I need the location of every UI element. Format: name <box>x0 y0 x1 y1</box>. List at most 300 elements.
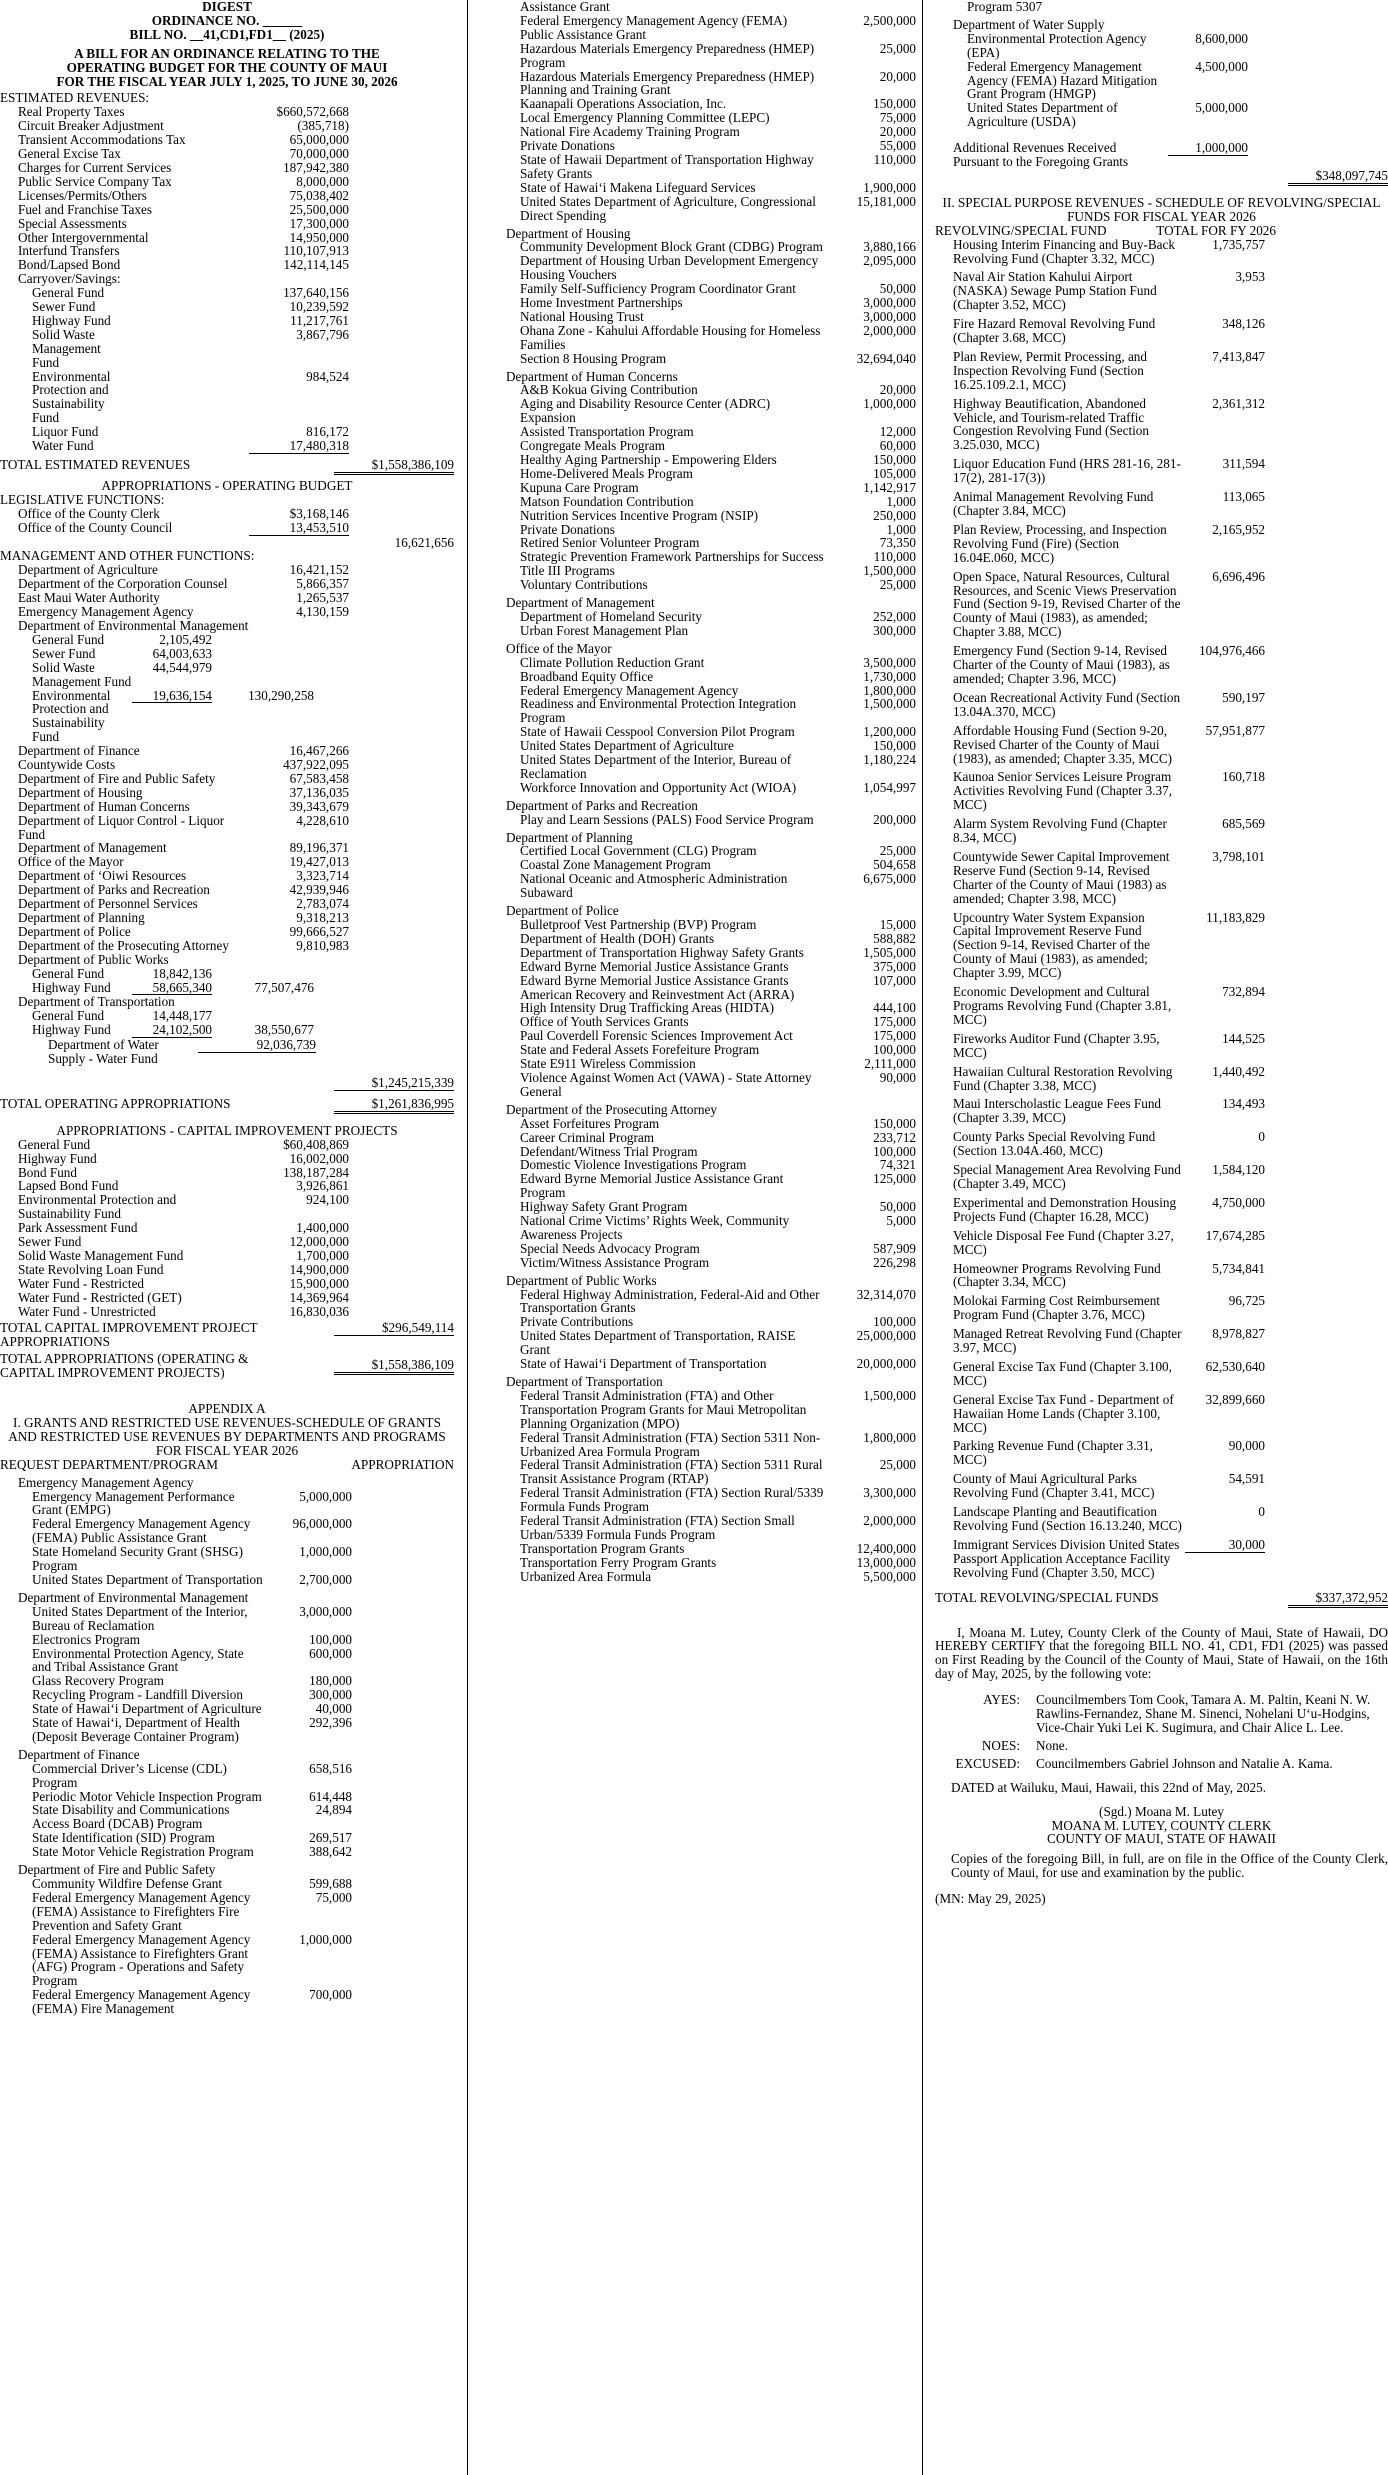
revolving-fund-item <box>935 1130 1388 1158</box>
line-item-amount: 587,909 <box>873 1240 916 1256</box>
vote-row <box>935 1757 1388 1771</box>
grant-item <box>488 844 916 858</box>
vote-names: None. <box>1036 1737 1068 1753</box>
line-item-amount: $296,549,114 <box>334 1321 454 1336</box>
line-item-label: Home Investment Partnerships <box>520 295 683 311</box>
line-item-label: Highway Safety Grant Program <box>520 1199 688 1215</box>
fund-amount: 113,065 <box>1222 489 1265 505</box>
line-item-label: Department of Transportation Highway Safety Grants <box>520 944 804 960</box>
line-item-label: Public Service Company Tax <box>18 173 172 189</box>
department-item <box>0 883 454 897</box>
line-item-label: Federal Emergency Management Agency (FEMA) Fire Management <box>32 1987 251 2017</box>
line-item-amount: 5,500,000 <box>863 1568 916 1584</box>
fund-amount: 30,000 <box>1185 1538 1265 1553</box>
mn-date: (MN: May 29, 2025) <box>935 1891 1046 1907</box>
line-item-amount: 19,427,013 <box>289 854 349 870</box>
fund-amount: 11,183,829 <box>1206 909 1265 925</box>
department-item <box>0 577 454 591</box>
grant-item <box>488 397 916 425</box>
fund-total: 77,507,476 <box>254 979 314 995</box>
total-appropriations <box>0 1352 454 1380</box>
carryover-heading: Carryover/Savings: <box>18 271 121 287</box>
line-item-label: Environmental Protection Agency, State and Tribal Assistance Grant <box>32 1645 244 1675</box>
copies-notice: Copies of the foregoing Bill, in full, are on file in the Office of the County Clerk, County of Maui, for use and examination by the public. <box>951 1851 1388 1881</box>
line-item-label: General Fund <box>18 1136 91 1152</box>
transportation-fund-item <box>0 1009 454 1023</box>
revolving-fund-item <box>935 691 1388 719</box>
grant-item <box>488 495 916 509</box>
grant-item <box>488 1001 916 1015</box>
line-item-amount: 3,000,000 <box>863 308 916 324</box>
fund-amount: 8,978,827 <box>1212 1326 1265 1342</box>
line-item-label: Department of Agriculture <box>18 562 158 578</box>
line-item-amount: 15,000 <box>879 917 916 932</box>
line-item-amount: 89,196,371 <box>289 840 349 856</box>
line-item-label: United States Department of Agriculture (USDA) <box>967 100 1118 130</box>
line-item-label: State of Hawaii Department of Transportation Highway Safety Grants <box>520 151 814 181</box>
line-item-amount: 2,111,000 <box>864 1056 916 1072</box>
line-item-label: Federal Emergency Management Agency (FEMA) Assistance to Firefighters Grant (AFG) Program - Operations and Safety Program <box>32 1931 251 1989</box>
revenue-item <box>0 217 454 231</box>
revolving-fund-item <box>935 1163 1388 1191</box>
line-item-label: Asset Forfeitures Program <box>520 1115 660 1131</box>
carryover-item <box>0 439 454 454</box>
line-item-amount: 1,505,000 <box>863 944 916 960</box>
env-fund-item <box>0 647 454 661</box>
fund-label: Emergency Fund (Section 9-14, Revised Charter of the County of Maui (1983), as amended; Chapter 3.96, MCC) <box>953 643 1170 686</box>
line-item-label: Department of Homeland Security <box>520 608 703 624</box>
line-item-amount: 75,038,402 <box>289 187 349 203</box>
line-item-label: Transient Accommodations Tax <box>18 132 186 148</box>
appendix-title: APPENDIX A <box>188 1401 266 1417</box>
line-item-amount: 96,000,000 <box>292 1516 352 1532</box>
line-item-label: State Homeland Security Grant (SHSG) Program <box>32 1544 243 1574</box>
column-header-fund: REVOLVING/SPECIAL FUND <box>935 222 1107 238</box>
line-item-amount: $1,558,386,109 <box>334 458 454 475</box>
fund-amount: 19,636,154 <box>132 689 212 704</box>
grant-item <box>0 1573 454 1587</box>
line-item-label: TOTAL ESTIMATED REVENUES <box>0 457 191 472</box>
column-divider-2 <box>922 0 923 2475</box>
line-item-label: East Maui Water Authority <box>18 590 160 606</box>
department-item <box>0 758 454 772</box>
fund-amount: 62,530,640 <box>1205 1358 1265 1374</box>
fund-amount: 24,102,500 <box>132 1023 212 1038</box>
line-item-amount: 1,800,000 <box>863 682 916 698</box>
revolving-fund-item <box>935 850 1388 906</box>
department-item <box>0 744 454 758</box>
fund-label: General Fund <box>32 1008 105 1024</box>
clerk-name: MOANA M. LUTEY, COUNTY CLERK <box>1051 1817 1272 1833</box>
cip-item <box>0 1305 454 1319</box>
line-item-label: Environmental Protection Agency (EPA) <box>967 30 1147 60</box>
fund-amount: 14,448,177 <box>152 1008 212 1024</box>
line-item-amount: 20,000,000 <box>856 1356 916 1372</box>
grant-item <box>488 1486 916 1514</box>
revenue-item <box>0 258 454 272</box>
line-item-label: Play and Learn Sessions (PALS) Food Service Program <box>520 811 814 827</box>
line-item-amount: 3,880,166 <box>863 239 916 255</box>
line-item-label: Climate Pollution Reduction Grant <box>520 654 705 670</box>
fund-label: Naval Air Station Kahului Airport (NASKA) Sewage Pump Station Fund (Chapter 3.52, MCC) <box>953 269 1157 313</box>
line-item-label: Solid Waste Management Fund <box>18 1247 184 1263</box>
revenue-item <box>0 147 454 161</box>
revolving-fund-item <box>935 350 1388 392</box>
line-item-label: Lapsed Bond Fund <box>18 1178 119 1194</box>
vote-names: Councilmembers Gabriel Johnson and Natalie A. Kama. <box>1036 1755 1333 1771</box>
revolving-fund-item <box>935 570 1388 640</box>
line-item-amount: $337,372,952 <box>1288 1591 1388 1608</box>
line-item-label: Section 8 Housing Program <box>520 350 667 366</box>
revolving-fund-item <box>935 1229 1388 1257</box>
line-item-amount: 138,187,284 <box>283 1164 349 1180</box>
line-item-label: Edward Byrne Memorial Justice Assistance Grant Program <box>520 1171 784 1201</box>
line-item-label: State of Hawaiʻi Department of Transportation <box>520 1356 767 1372</box>
fund-label: Special Management Area Revolving Fund (Chapter 3.49, MCC) <box>953 1162 1181 1191</box>
line-item-label: Kupuna Care Program <box>520 479 639 495</box>
line-item-amount: 984,524 <box>306 368 349 384</box>
line-item-amount: 105,000 <box>873 465 916 481</box>
revenue-item <box>0 189 454 203</box>
grant-item <box>488 578 916 592</box>
grant-department: Department of Fire and Public Safety <box>18 1862 216 1878</box>
line-item-label: A&B Kokua Giving Contribution <box>520 382 698 398</box>
line-item-amount: 16,002,000 <box>289 1150 349 1166</box>
grant-item <box>488 684 916 698</box>
line-item-label: Emergency Management Agency <box>18 604 194 620</box>
line-item-amount: 12,400,000 <box>856 1540 916 1556</box>
department-item <box>0 925 454 939</box>
digest-title: DIGEST <box>202 0 252 14</box>
line-item-label: Program 5307 <box>967 0 1043 14</box>
fund-amount: 3,798,101 <box>1212 848 1265 864</box>
line-item-amount: 3,000,000 <box>863 295 916 311</box>
fund-amount: 0 <box>1258 1504 1265 1520</box>
line-item-label: Department of Parks and Recreation <box>18 882 210 898</box>
line-item-label: Federal Emergency Management Agency (FEMA) Hazard Mitigation Grant Program (HMGP) <box>967 58 1158 102</box>
department-item <box>0 814 454 842</box>
grant-item <box>488 181 916 195</box>
line-item-amount: 1,054,997 <box>863 779 916 795</box>
line-item-amount: 187,942,380 <box>283 159 349 175</box>
line-item-amount: 5,000 <box>886 1213 916 1229</box>
line-item-label: Electronics Program <box>32 1631 141 1647</box>
line-item-amount: 300,000 <box>309 1687 352 1703</box>
line-item-amount: 107,000 <box>873 972 916 988</box>
grant-item <box>488 1315 916 1329</box>
line-item-label: Glass Recovery Program <box>32 1673 164 1689</box>
line-item-amount: 175,000 <box>873 1028 916 1044</box>
cip-item <box>0 1277 454 1291</box>
line-item-label: Federal Emergency Management Agency (FEMA) Public Assistance Grant <box>520 12 788 42</box>
line-item-amount: 50,000 <box>879 1199 916 1215</box>
line-item-amount: 444,100 <box>873 1000 916 1016</box>
water-supply-item <box>0 1038 454 1066</box>
grant-item <box>488 1570 916 1584</box>
grant-item <box>0 1517 454 1545</box>
revolving-fund-item <box>935 1327 1388 1355</box>
column-header-appropriation: APPROPRIATION <box>351 1456 454 1472</box>
line-item-amount: 67,583,458 <box>289 770 349 786</box>
line-item-label: Assisted Transportation Program <box>520 424 694 440</box>
line-item-amount: 1,200,000 <box>863 724 916 740</box>
line-item-label: Federal Emergency Management Agency (FEMA) Public Assistance Grant <box>32 1516 251 1546</box>
line-item-amount: 17,300,000 <box>289 215 349 231</box>
revolving-fund-item <box>935 1439 1388 1467</box>
line-item-label: Matson Foundation Contribution <box>520 493 694 509</box>
line-item-amount: 233,712 <box>873 1129 916 1145</box>
grant-item <box>488 254 916 282</box>
grant-item <box>0 1490 454 1518</box>
fund-amount: 7,413,847 <box>1212 348 1265 364</box>
spacer <box>935 1608 1388 1626</box>
department-item <box>0 869 454 883</box>
line-item-amount: 125,000 <box>873 1171 916 1187</box>
fund-label: Fire Hazard Removal Revolving Fund (Chapter 3.68, MCC) <box>953 316 1156 346</box>
line-item-label: Office of the County Council <box>18 519 173 535</box>
fund-amount: 4,750,000 <box>1212 1194 1265 1210</box>
grant-item <box>488 70 916 98</box>
line-item-amount: $1,261,836,995 <box>334 1097 454 1114</box>
grant-item <box>488 1256 916 1270</box>
line-item-amount: 90,000 <box>879 1069 916 1085</box>
grant-item <box>488 610 916 624</box>
grant-item <box>488 324 916 352</box>
line-item-label: State Motor Vehicle Registration Program <box>32 1844 254 1860</box>
fund-label: Parking Revenue Fund (Chapter 3.31, MCC) <box>953 1438 1153 1468</box>
line-item-amount: 40,000 <box>315 1701 352 1717</box>
fund-amount: 96,725 <box>1228 1293 1265 1309</box>
fund-amount: 732,894 <box>1222 984 1265 1000</box>
line-item-label: General Fund <box>32 285 105 301</box>
column-2 <box>488 0 916 1584</box>
fund-label: General Excise Tax Fund (Chapter 3.100, MCC) <box>953 1358 1172 1388</box>
line-item-label: Readiness and Environmental Protection Integration Program <box>520 696 797 726</box>
line-item-label: Interfund Transfers <box>18 243 120 259</box>
column-1 <box>0 0 454 2016</box>
revolving-fund-item <box>935 1262 1388 1290</box>
line-item-label: Career Criminal Program <box>520 1129 655 1145</box>
grant-department: Department of the Prosecuting Attorney <box>506 1101 717 1117</box>
total-cip <box>0 1321 454 1349</box>
grant-item <box>488 453 916 467</box>
fund-label: Solid Waste Management Fund <box>32 659 132 689</box>
line-item-label: Bond Fund <box>18 1164 77 1180</box>
line-item-label: Commercial Driver’s License (CDL) Program <box>32 1760 227 1790</box>
line-item-amount: 25,000 <box>879 843 916 859</box>
revolving-fund-item <box>935 1538 1388 1580</box>
vote-row <box>935 1739 1388 1753</box>
line-item-label: State Identification (SID) Program <box>32 1830 215 1846</box>
line-item-label: Department of Personnel Services <box>18 896 198 912</box>
line-item-amount: 1,265,537 <box>296 590 349 606</box>
line-item-label: Office of the Mayor <box>18 854 124 870</box>
grant-item <box>488 1172 916 1200</box>
line-item-amount: 2,783,074 <box>296 896 349 912</box>
line-item-label: Water Fund <box>32 438 94 454</box>
grant-department: Department of Finance <box>18 1746 140 1762</box>
line-item-label: Special Needs Advocacy Program <box>520 1240 700 1256</box>
line-item-amount: 100,000 <box>873 1143 916 1159</box>
line-item-amount: 142,114,145 <box>283 257 349 273</box>
grant-department: Department of Environmental Management <box>18 1589 249 1605</box>
line-item-amount: 70,000,000 <box>289 146 349 162</box>
line-item-label: Federal Transit Administration (FTA) Section Rural/5339 Formula Funds Program <box>520 1485 824 1515</box>
line-item-amount: 100,000 <box>309 1631 352 1647</box>
fund-amount: 590,197 <box>1222 689 1265 705</box>
revenue-item <box>0 119 454 133</box>
fund-label: Molokai Farming Cost Reimbursement Program Fund (Chapter 3.76, MCC) <box>953 1293 1160 1323</box>
line-item-label: TOTAL CAPITAL IMPROVEMENT PROJECT APPROPRIATIONS <box>0 1320 258 1350</box>
fund-amount: 104,976,466 <box>1199 643 1265 659</box>
fund-total: 130,290,258 <box>248 687 314 703</box>
line-item-label: Department of Human Concerns <box>18 798 190 814</box>
department-item <box>0 800 454 814</box>
line-item-label: Department of Planning <box>18 910 145 925</box>
line-item-label: Ohana Zone - Kahului Affordable Housing for Homeless Families <box>520 322 821 352</box>
grant-item <box>488 1431 916 1459</box>
fund-label: Department of Water Supply - Water Fund <box>48 1037 159 1067</box>
line-item-amount: 6,675,000 <box>863 871 916 887</box>
cip-item <box>0 1249 454 1263</box>
line-item-label: Nutrition Services Incentive Program (NSIP) <box>520 507 759 523</box>
line-item-amount: 37,136,035 <box>289 784 349 800</box>
env-mgmt-heading: Department of Environmental Management <box>18 617 249 633</box>
line-item-amount: 20,000 <box>879 124 916 140</box>
column-divider-1 <box>467 0 468 2475</box>
line-item-amount: 15,181,000 <box>856 193 916 209</box>
line-item-amount: 14,369,964 <box>289 1289 349 1305</box>
line-item-amount: 1,900,000 <box>863 179 916 195</box>
grant-item <box>488 536 916 550</box>
line-item-amount: 73,350 <box>879 535 916 551</box>
line-item-amount: 504,658 <box>873 857 916 873</box>
line-item-amount: 110,000 <box>873 151 916 167</box>
line-item-amount: 5,000,000 <box>1195 100 1248 116</box>
grant-item <box>488 1288 916 1316</box>
revenue-item <box>0 175 454 189</box>
fund-label: Open Space, Natural Resources, Cultural Resources, and Scenic Views Preservation Fund (Section 9-19, Revised Charter of the County of Maui (1983), as amended; Chapter 3.88, MCC) <box>953 568 1181 640</box>
line-item-label: United States Department of Transportation, RAISE Grant <box>520 1328 796 1358</box>
line-item-label: Edward Byrne Memorial Justice Assistance Grants <box>520 958 789 974</box>
line-item-label: Liquor Fund <box>32 424 99 440</box>
line-item-amount: 60,000 <box>879 438 916 454</box>
revolving-fund-item <box>935 1032 1388 1060</box>
line-item-amount: 3,867,796 <box>296 326 349 342</box>
grant-item <box>0 1716 454 1744</box>
grant-item <box>488 1242 916 1256</box>
fund-label: Managed Retreat Revolving Fund (Chapter 3.97, MCC) <box>953 1326 1182 1356</box>
revolving-fund-item <box>935 238 1388 266</box>
grant-item <box>488 509 916 523</box>
grant-item <box>0 1891 454 1933</box>
fund-label: General Fund <box>32 965 105 981</box>
line-item-amount: 150,000 <box>873 96 916 112</box>
grant-item <box>488 125 916 139</box>
grant-item <box>0 1605 454 1633</box>
revenue-item <box>0 203 454 217</box>
fund-amount: 144,525 <box>1222 1030 1265 1046</box>
line-item-amount: 5,000,000 <box>299 1488 352 1504</box>
grant-item <box>488 439 916 453</box>
appendix-heading: I. GRANTS AND RESTRICTED USE REVENUES-SCHEDULE OF GRANTS AND RESTRICTED USE REVENUES BY DEPARTMENTS AND PROGRAMS FOR FISCAL YEAR 2026 <box>8 1415 446 1458</box>
fund-label: Plan Review, Processing, and Inspection Revolving Fund (Fire) (Section 16.04E.060, MCC) <box>953 521 1167 565</box>
line-item-label: Broadband Equity Office <box>520 668 654 684</box>
total-estimated-revenues <box>0 458 454 475</box>
grant-item <box>488 1458 916 1486</box>
grant-item <box>488 383 916 397</box>
line-item-amount: 1,180,224 <box>863 752 916 768</box>
line-item-label: State of Hawaiʻi Makena Lifeguard Services <box>520 179 756 195</box>
grant-item <box>488 960 916 974</box>
line-item-label: Emergency Management Performance Grant (EMPG) <box>32 1488 235 1518</box>
line-item-label: National Oceanic and Atmospheric Administration Subaward <box>520 871 788 901</box>
grant-item <box>488 753 916 781</box>
line-item-label: State Revolving Loan Fund <box>18 1261 164 1277</box>
line-item-label: Community Wildfire Defense Grant <box>32 1876 223 1891</box>
line-item-amount: 75,000 <box>879 110 916 126</box>
fund-label: Experimental and Demonstration Housing Projects Fund (Chapter 16.28, MCC) <box>953 1194 1177 1224</box>
fund-label: Highway Fund <box>32 979 111 995</box>
grant-item <box>0 1633 454 1647</box>
line-item-amount: 13,000,000 <box>856 1554 916 1570</box>
cip-item <box>0 1221 454 1235</box>
line-item-amount: 588,882 <box>873 930 916 946</box>
revolving-fund-item <box>935 644 1388 686</box>
line-item-amount: 600,000 <box>309 1645 352 1661</box>
grant-item <box>488 564 916 578</box>
cip-item <box>0 1138 454 1152</box>
grant-item <box>488 918 916 932</box>
grant-item <box>488 240 916 254</box>
line-item-label: TOTAL APPROPRIATIONS (OPERATING & CAPITAL IMPROVEMENT PROJECTS) <box>0 1351 249 1381</box>
line-item-amount: 3,000,000 <box>299 1603 352 1619</box>
revolving-fund-item <box>935 490 1388 518</box>
management-heading: MANAGEMENT AND OTHER FUNCTIONS: <box>0 548 255 564</box>
line-item-label: United States Department of Transportation <box>32 1571 263 1587</box>
grant-item <box>488 42 916 70</box>
department-item <box>0 939 454 953</box>
grant-item <box>0 1790 454 1804</box>
grant-department: Department of Parks and Recreation <box>506 797 698 813</box>
fund-amount: 0 <box>1258 1129 1265 1145</box>
sp-column-headers <box>935 224 1388 238</box>
line-item-amount: 816,172 <box>306 424 349 440</box>
column-header-program: REQUEST DEPARTMENT/PROGRAM <box>0 1456 218 1472</box>
grant-department: Department of Management <box>506 595 655 611</box>
carryover-item <box>0 370 454 426</box>
line-item-amount: 25,500,000 <box>289 201 349 217</box>
line-item-amount: 614,448 <box>309 1788 352 1804</box>
line-item-label: State Disability and Communications Access Board (DCAB) Program <box>32 1802 230 1832</box>
line-item-amount: 16,621,656 <box>394 534 454 550</box>
line-item-label: Countywide Costs <box>18 757 116 773</box>
fund-total: 38,550,677 <box>254 1022 314 1038</box>
line-item-label: United States Department of Agriculture, Congressional Direct Spending <box>520 193 816 223</box>
grant-item <box>488 425 916 439</box>
grant-item <box>488 14 916 42</box>
line-item-amount: 1,500,000 <box>863 1387 916 1403</box>
fund-amount: 311,594 <box>1222 456 1265 472</box>
line-item-label: Title III Programs <box>520 563 615 579</box>
fund-label: Affordable Housing Fund (Section 9-20, Revised Charter of the County of Maui (1983), as amended; Chapter 3.35, MCC) <box>953 722 1173 766</box>
grant-item <box>488 781 916 795</box>
revolving-fund-item <box>935 724 1388 766</box>
line-item-label: High Intensity Drug Trafficking Areas (HIDTA) <box>520 1000 774 1016</box>
line-item-label: Victim/Witness Assistance Program <box>520 1254 710 1270</box>
carryover-item <box>0 328 454 370</box>
revenue-item <box>0 244 454 258</box>
